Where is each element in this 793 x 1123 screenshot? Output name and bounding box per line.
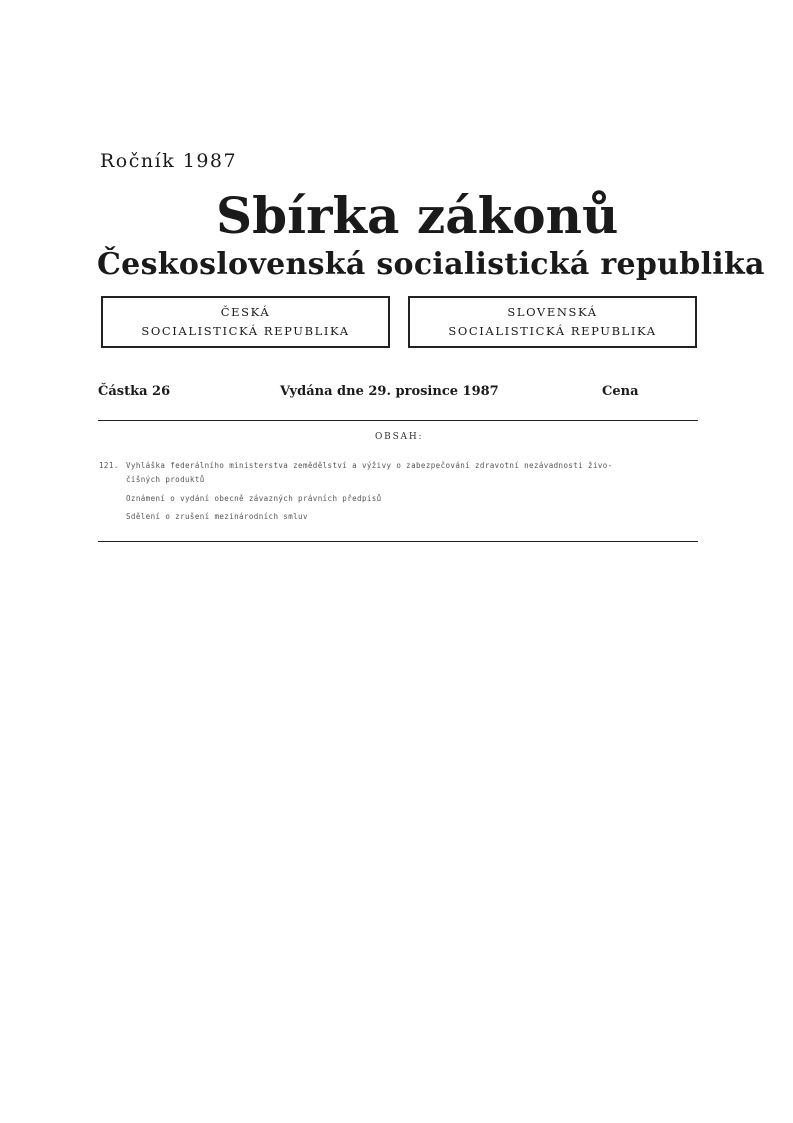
issue-date: Vydána dne 29. prosince 1987 xyxy=(280,384,499,399)
collection-title: Sbírka zákonů xyxy=(216,186,619,245)
czech-republic-line2: SOCIALISTICKÁ REPUBLIKA xyxy=(141,324,350,338)
toc-entry-3: Sdělení o zrušení mezinárodních smluv xyxy=(126,512,308,521)
slovak-republic-box xyxy=(408,296,697,348)
top-divider xyxy=(98,420,698,421)
czech-republic-box xyxy=(101,296,390,348)
toc-entry-1-line2: čišných produktů xyxy=(126,475,205,484)
contents-heading: OBSAH: xyxy=(375,432,424,442)
state-name: Československá socialistická republika xyxy=(97,247,765,282)
volume-year: Ročník 1987 xyxy=(100,150,238,172)
toc-entry-number: 121. xyxy=(99,461,119,470)
slovak-republic-line1: SLOVENSKÁ xyxy=(507,305,598,319)
issue-price: Cena xyxy=(602,384,639,399)
toc-entry-2: Oznámení o vydání obecně závazných právních předpisů xyxy=(126,494,382,503)
czech-republic-line1: ČESKÁ xyxy=(220,305,271,319)
slovak-republic-line2: SOCIALISTICKÁ REPUBLIKA xyxy=(448,324,657,338)
bottom-divider xyxy=(98,541,698,542)
toc-entry-1-line1: Vyhláška federálního ministerstva zemědělství a výživy o zabezpečování zdravotní nezávadnosti živo- xyxy=(126,461,613,470)
issue-number: Částka 26 xyxy=(98,384,171,399)
